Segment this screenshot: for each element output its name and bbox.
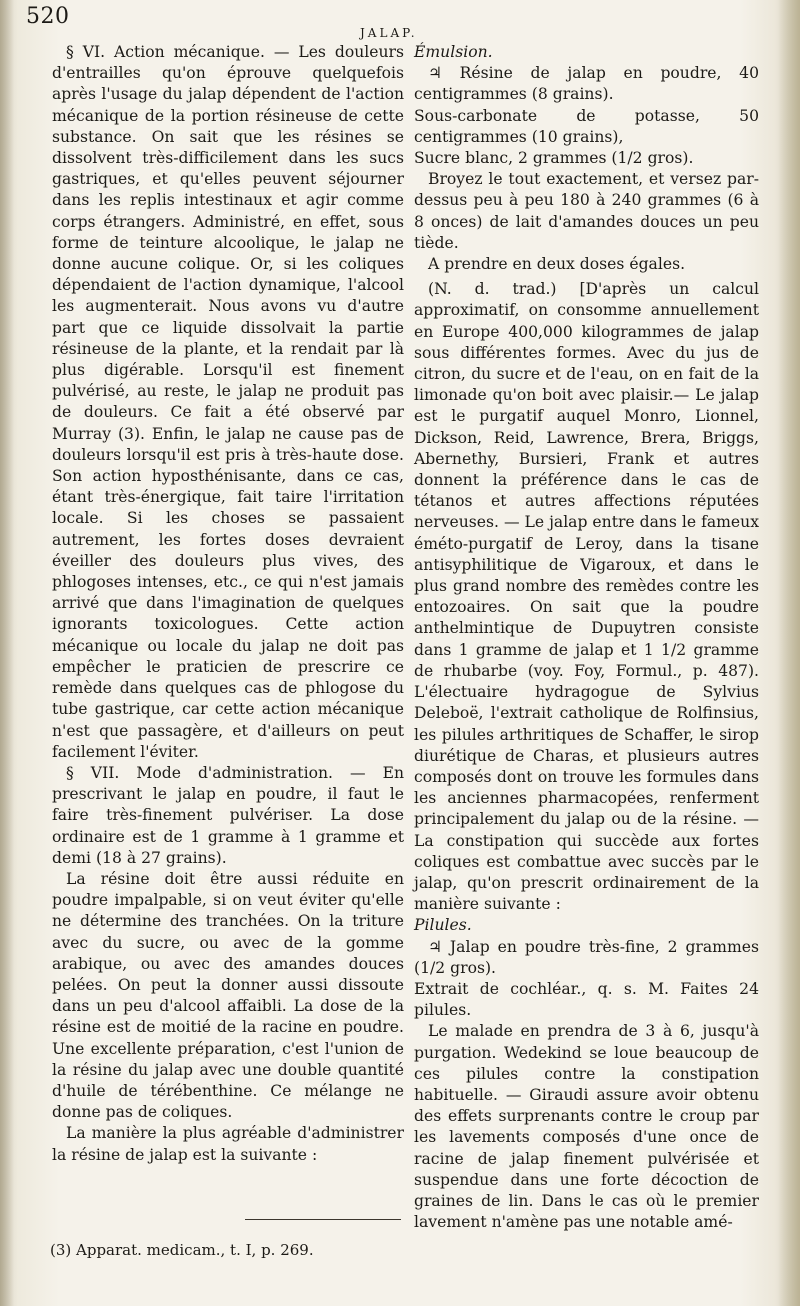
page-gutter-shadow: [0, 0, 14, 1306]
section-vi-paragraph: § VI. Action mécanique. — Les douleurs d'entrailles qu'on éprouve quelquefois après l'usage du jalap dépendent de l'action mécanique de la portion résineuse de cette substance. On sait que les résines se dissolvent très-difficilement dans les sucs gastriques, et qu'elles peuvent séjourner dans les replis intestinaux et agir comme corps étrangers. Administré, en effet, sous forme de teinture alcoolique, le jalap ne donne aucune colique. Or, si les coliques dépendaient de l'action dynamique, l'alcool les augmenterait. Nous avons vu d'autre part que ce liquide dissolvait la partie résineuse de la plante, et la rendait par là plus digérable. Lorsqu'il est finement pulvérisé, au reste, le jalap ne produit pas de douleurs. Ce fait a été observé par Murray (3). Enfin, le jalap ne cause pas de douleurs lorsqu'il est pris à très-haute dose. Son action hyposthénisante, dans ce cas, étant très-énergique, fait taire l'irritation locale. Si les choses se passaient autrement, les fortes doses devraient éveiller des douleurs plus vives, des phlogoses intenses, etc., ce qui n'est jamais arrivé que dans l'imagination de quelques ignorants toxicologues. Cette action mécanique ou locale du jalap ne doit pas empêcher le praticien de prescrire ce remède dans quelques cas de phlogose du tube gastrique, car cette action mécanique n'est que passagère, et d'ailleurs on peut facilement l'éviter.: [52, 43, 404, 761]
emulsion-line: Sucre blanc, 2 grammes (1/2 gros).: [414, 149, 694, 168]
translator-note-paragraph: (N. d. trad.) [D'après un calcul approximatif, on consomme annuellement en Europe 400,000 kilogrammes de jalap sous différentes formes. Avec du jus de citron, du sucre et de l'eau, on en fait de la limonade qu'on boit avec plaisir.— Le jalap est le purgatif auquel Monro, Lionnel, Dickson, Reid, Lawrence, Brera, Briggs, Abernethy, Bursieri, Frank et autres donnent la préférence dans le cas de tétanos et autres affections réputées nerveuses. — Le jalap entre dans le fameux éméto-purgatif de Leroy, dans la tisane antisyphilitique de Vigaroux, et dans le plus grand nombre des remèdes contre les entozoaires. On sait que la poudre anthelmintique de Dupuytren consiste dans 1 gramme de jalap et 1 1/2 gramme de rhubarbe (voy. Foy, Formul., p. 487). L'électuaire hydragogue de Sylvius Deleboë, l'extrait catholique de Rolfinsius, les pilules arthritiques de Schaffer, le sirop diurétique de Charas, et plusieurs autres composés dont on trouve les formules dans les anciennes pharmacopées, renferment principalement du jalap ou de la résine. — La constipation qui succède aux fortes coliques est combattue avec succès par le jalap, qu'on prescrit ordinairement de la manière suivante :: [414, 280, 759, 914]
emulsion-line: Sous-carbonate de potasse, 50 centigrammes (10 grains),: [414, 106, 759, 146]
footnote: (3) Apparat. medicam., t. I, p. 269.: [50, 1241, 314, 1259]
emulsion-title: Émulsion.: [414, 43, 493, 61]
resin-paragraph: La résine doit être aussi réduite en poudre impalpable, si on veut éviter qu'elle ne détermine des tranchées. On la triture avec du sucre, ou avec de la gomme arabique, ou avec des amandes douces pelées. On peut la donner aussi dissoute dans un peu d'alcool affaibli. La dose de la résine est de moitié de la racine en poudre. Une excellente préparation, c'est l'union de la résine du jalap avec une double quantité d'huile de térébenthine. Ce mélange ne donne pas de coliques.: [52, 869, 404, 1122]
footnote-divider: [245, 1219, 401, 1220]
pills-line: Extrait de cochléar., q. s. M. Faites 24 pilules.: [414, 979, 759, 1020]
administration-paragraph: La manière la plus agréable d'administrer la résine de jalap est la suivante :: [52, 1124, 404, 1164]
running-head: JALAP.: [360, 26, 418, 40]
pills-title: Pilules.: [414, 916, 472, 935]
final-paragraph: Le malade en prendra de 3 à 6, jusqu'à purgation. Wedekind se loue beaucoup de ces pilules contre la constipation habituelle. — Giraudi assure avoir obtenu des effets surprenants contre le croup par les lavements composés d'une once de racine de jalap finement pulvérisée et suspendue dans une forte décoction de graines de lin. Dans le cas où le premier lavement n'amène pas une notable amé-: [414, 1022, 759, 1232]
left-column: [52, 42, 404, 1166]
emulsion-line: Broyez le tout exactement, et versez par-dessus peu à peu 180 à 240 grammes (6 à 8 onces) de lait d'amandes douces un peu tiède.: [414, 170, 759, 252]
right-column: [414, 42, 759, 1233]
emulsion-line: A prendre en deux doses égales.: [428, 255, 686, 274]
pills-line: ♃ Jalap en poudre très-fine, 2 grammes (1/2 gros).: [414, 937, 759, 977]
page-edge-shadow: [778, 0, 800, 1306]
emulsion-line: ♃ Résine de jalap en poudre, 40 centigrammes (8 grains).: [414, 64, 759, 104]
page-number: 520: [26, 4, 70, 29]
section-vii-paragraph: § VII. Mode d'administration. — En prescrivant le jalap en poudre, il faut le faire très-finement pulvériser. La dose ordinaire est de 1 gramme à 1 gramme et demi (18 à 27 grains).: [52, 763, 404, 867]
